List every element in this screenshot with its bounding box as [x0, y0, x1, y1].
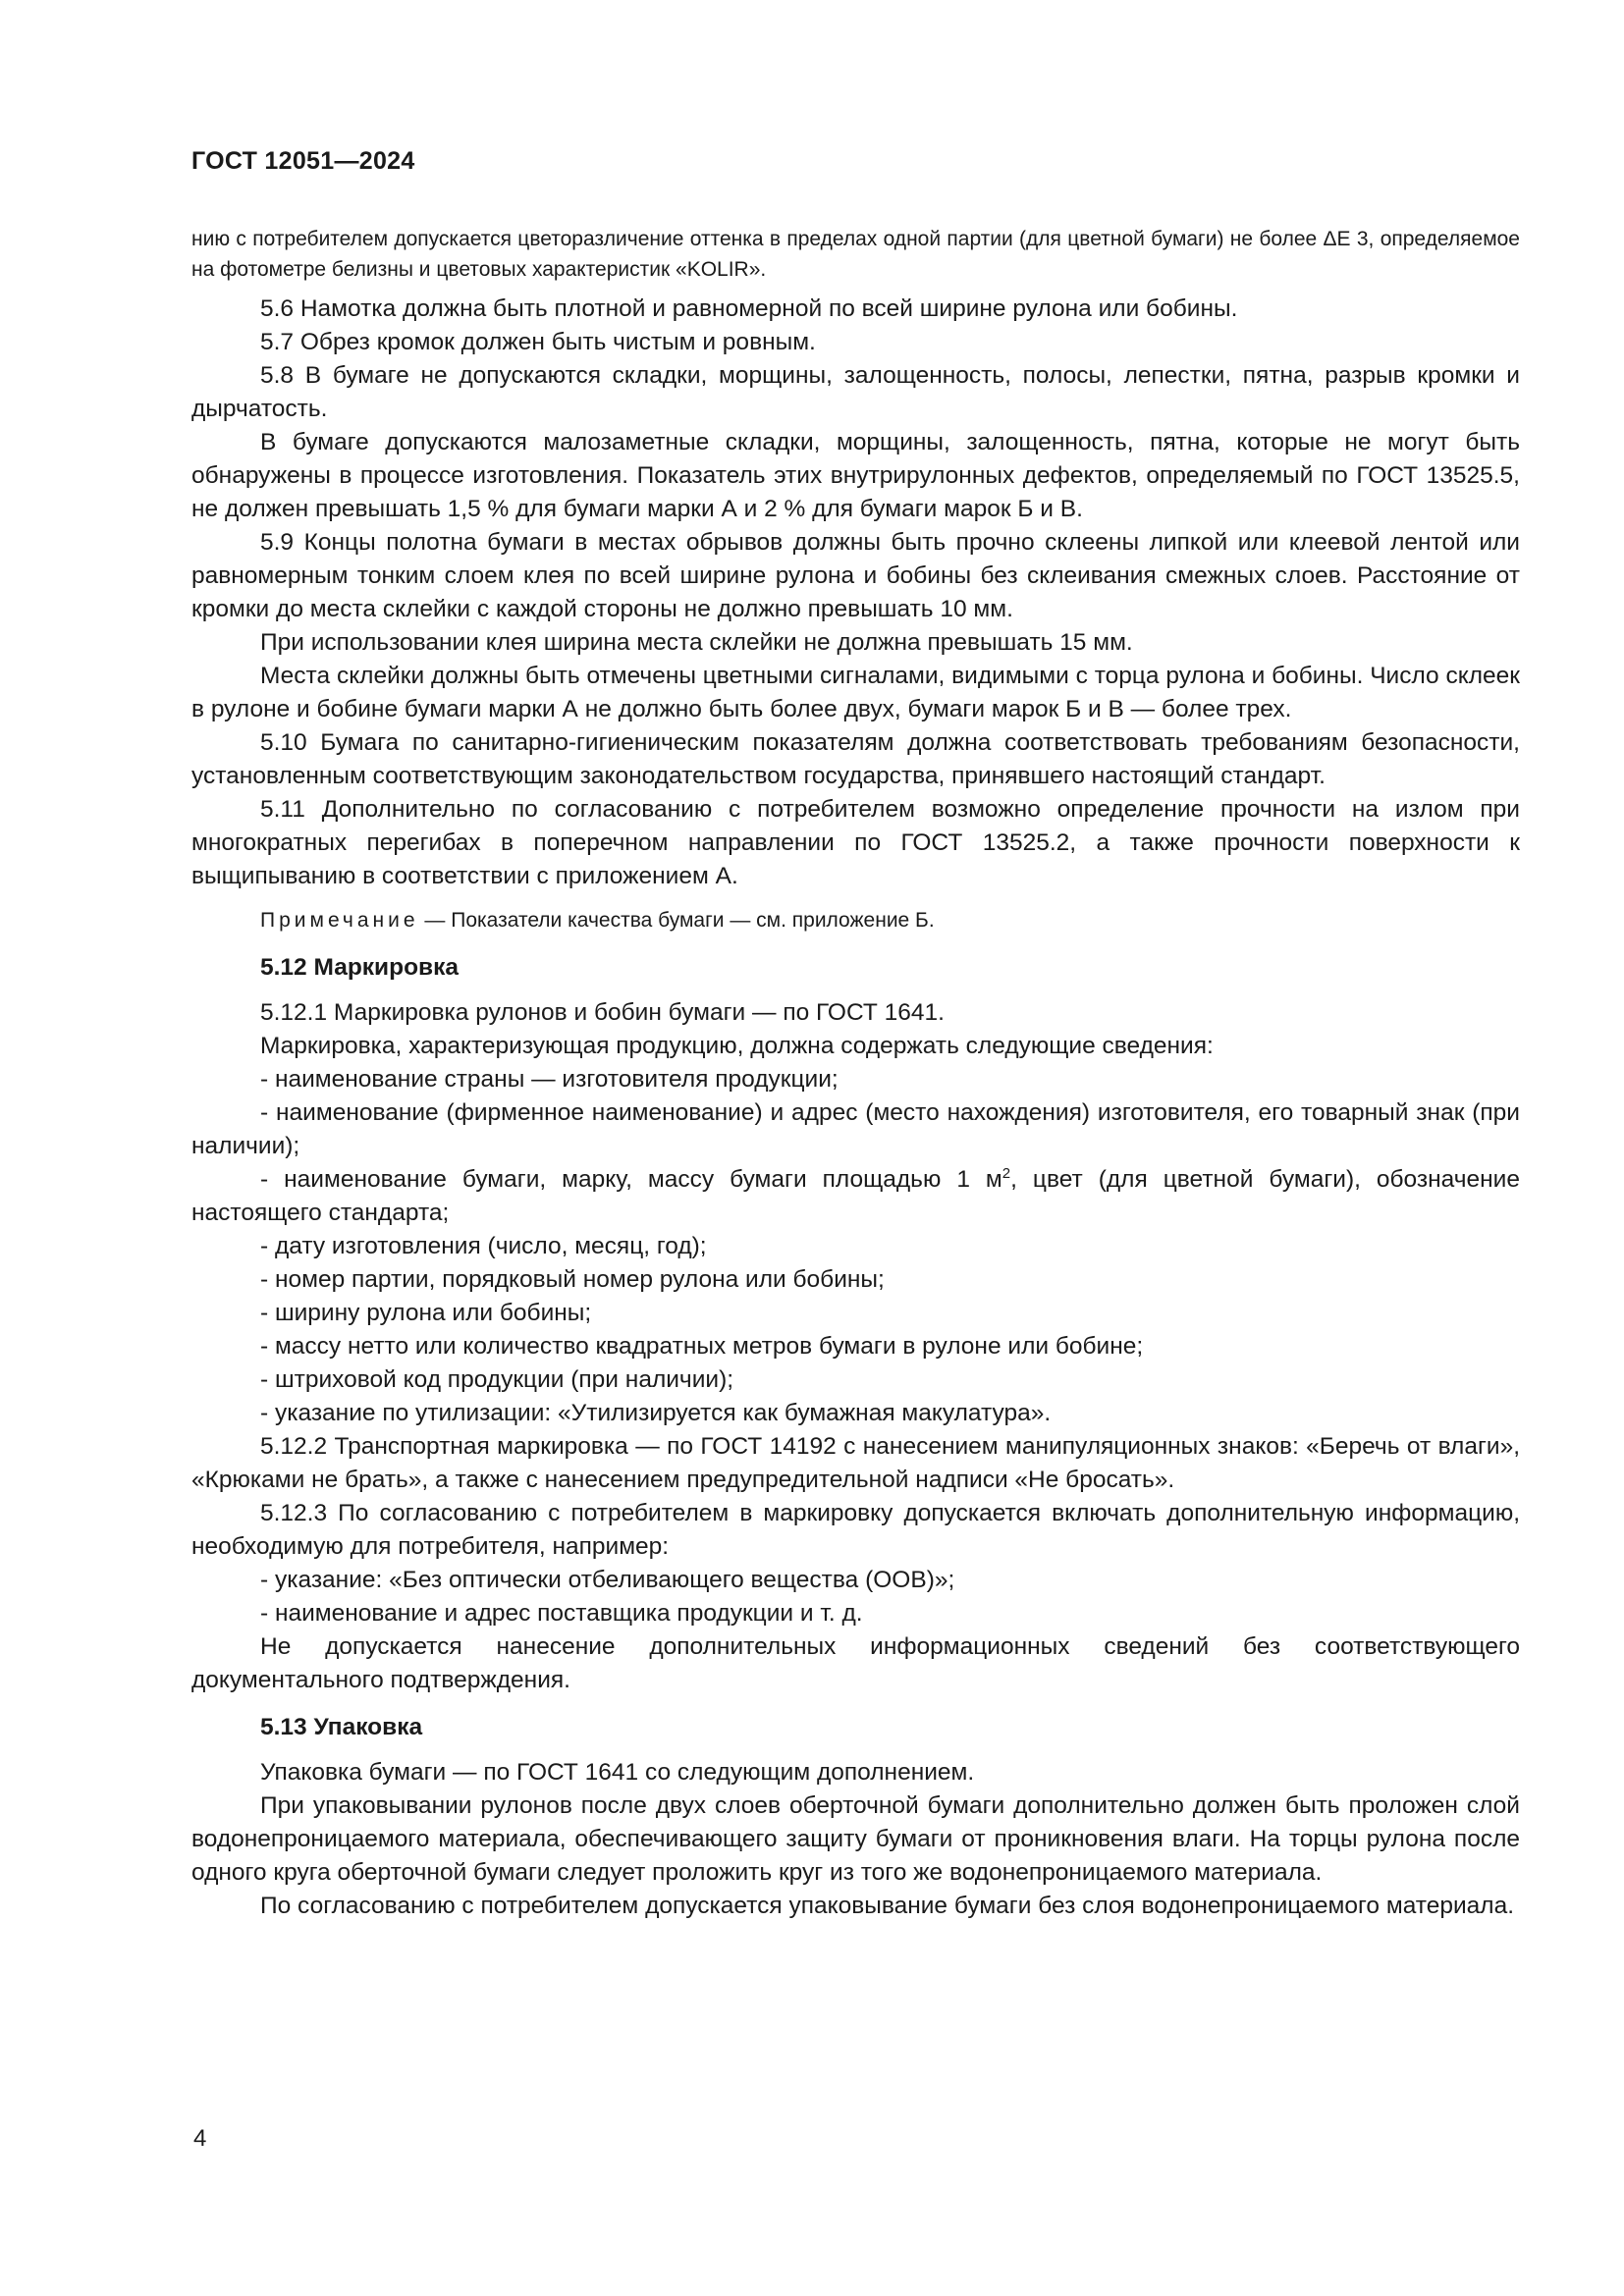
paragraph-marking-contents: Маркировка, характеризующая продукцию, должна содержать следующие сведения:: [260, 1033, 1214, 1059]
list-item: - наименование страны — изготовителя продукции;: [260, 1066, 839, 1093]
paragraph-packaging: Упаковка бумаги — по ГОСТ 1641 со следующим дополнением.: [260, 1759, 975, 1786]
paragraph-5-11: 5.11 Дополнительно по согласованию с потребителем возможно определение прочности на излом при многократных перегибах в поперечном направлении по ГОСТ 13525.2, а также прочности поверхности к выщипыванию в соответствии с приложением А.: [191, 796, 1520, 889]
paragraph-5-10: 5.10 Бумага по санитарно-гигиеническим показателям должна соответствовать требованиям безопасности, установленным соответствующим законодательством государства, принявшего настоящий стандарт.: [191, 729, 1520, 789]
paragraph-5-9-glue-width: При использовании клея ширина места склейки не должна превышать 15 мм.: [260, 629, 1133, 656]
paragraph-5-12-1: 5.12.1 Маркировка рулонов и бобин бумаги — по ГОСТ 1641.: [260, 999, 945, 1026]
paragraph-5-8-defects: В бумаге допускаются малозаметные складки, морщины, залощенность, пятна, которые не могут быть обнаружены в процессе изготовления. Показатель этих внутрирулонных дефектов, определяемый по ГОСТ 13525.5, не должен превышать 1,5 % для бумаги марки А и 2 % для бумаги марок Б и В.: [191, 429, 1520, 522]
paragraph-5-9: 5.9 Концы полотна бумаги в местах обрывов должны быть прочно склеены липкой или клеевой лентой или равномерным тонким слоем клея по всей ширине рулона и бобины без склеивания смежных слоев. Расстояние от кромки до места склейки с каждой стороны не должно превышать 10 мм.: [191, 529, 1520, 622]
paragraph-no-extra-info: Не допускается нанесение дополнительных информационных сведений без соответствующего документального подтверждения.: [191, 1633, 1520, 1693]
list-item-text: , цвет (для цветной бумаги), обозначение настоящего стандарта;: [191, 1166, 1520, 1226]
paragraph-5-12-2: 5.12.2 Транспортная маркировка — по ГОСТ 14192 с нанесением манипуляционных знаков: «Беречь от влаги», «Крюками не брать», а также с нанесением предупредительной надписи «Не бросать».: [191, 1433, 1520, 1493]
paragraph-5-12-3: 5.12.3 По согласованию с потребителем в маркировку допускается включать дополнительную информацию, необходимую для потребителя, например:: [191, 1500, 1520, 1560]
list-item: - дату изготовления (число, месяц, год);: [260, 1233, 707, 1259]
list-item: - указание: «Без оптически отбеливающего вещества (ООВ)»;: [260, 1567, 955, 1593]
note: [191, 905, 1520, 935]
section-heading-marking: 5.12 Маркировка: [260, 954, 459, 981]
paragraph-5-8: 5.8 В бумаге не допускаются складки, морщины, залощенность, полосы, лепестки, пятна, разрыв кромки и дырчатость.: [191, 362, 1520, 422]
paragraph-5-9-splices: Места склейки должны быть отмечены цветными сигналами, видимыми с торца рулона и бобины. Число склеек в рулоне и бобине бумаги марки А не должно быть более двух, бумаги марок Б и В — более трех.: [191, 663, 1520, 722]
list-item: - номер партии, порядковый номер рулона или бобины;: [260, 1266, 885, 1293]
list-item-text: - наименование бумаги, марку, массу бумаги площадью 1 м: [260, 1166, 1002, 1193]
list-item: - указание по утилизации: «Утилизируется как бумажная макулатура».: [260, 1400, 1052, 1426]
list-item: - наименование (фирменное наименование) и адрес (место нахождения) изготовителя, его товарный знак (при наличии);: [191, 1099, 1520, 1159]
list-item: - ширину рулона или бобины;: [260, 1300, 592, 1326]
list-item: - штриховой код продукции (при наличии);: [260, 1366, 734, 1393]
page-number: 4: [193, 2125, 207, 2152]
paragraph-5-6: 5.6 Намотка должна быть плотной и равномерной по всей ширине рулона или бобины.: [260, 295, 1238, 322]
note-label: Примечание: [260, 909, 419, 932]
list-item: [191, 1163, 1520, 1230]
paragraph-packaging-rolls: При упаковывании рулонов после двух слоев оберточной бумаги дополнительно должен быть проложен слой водонепроницаемого материала, обеспечивающего защиту бумаги от проникновения влаги. На торцы рулона после одного круга оберточной бумаги следует проложить круг из того же водонепроницаемого материала.: [191, 1792, 1520, 1886]
document-code-header: ГОСТ 12051—2024: [191, 147, 415, 175]
section-heading-packaging: 5.13 Упаковка: [260, 1714, 423, 1740]
superscript: 2: [1001, 1165, 1011, 1182]
list-item: - массу нетто или количество квадратных метров бумаги в рулоне или бобине;: [260, 1333, 1144, 1360]
list-item: - наименование и адрес поставщика продукции и т. д.: [260, 1600, 863, 1627]
paragraph-packaging-agreement: По согласованию с потребителем допускается упаковывание бумаги без слоя водонепроницаемого материала.: [260, 1893, 1515, 1919]
document-body: [191, 224, 1520, 1923]
paragraph-5-7: 5.7 Обрез кромок должен быть чистым и ровным.: [260, 329, 816, 355]
note-text: — Показатели качества бумаги — см. приложение Б.: [418, 909, 935, 932]
paragraph-continuation: нию с потребителем допускается цветоразличение оттенка в пределах одной партии (для цветной бумаги) не более ΔE 3, определяемое на фотометре белизны и цветовых характеристик «KOLIR».: [191, 228, 1520, 281]
